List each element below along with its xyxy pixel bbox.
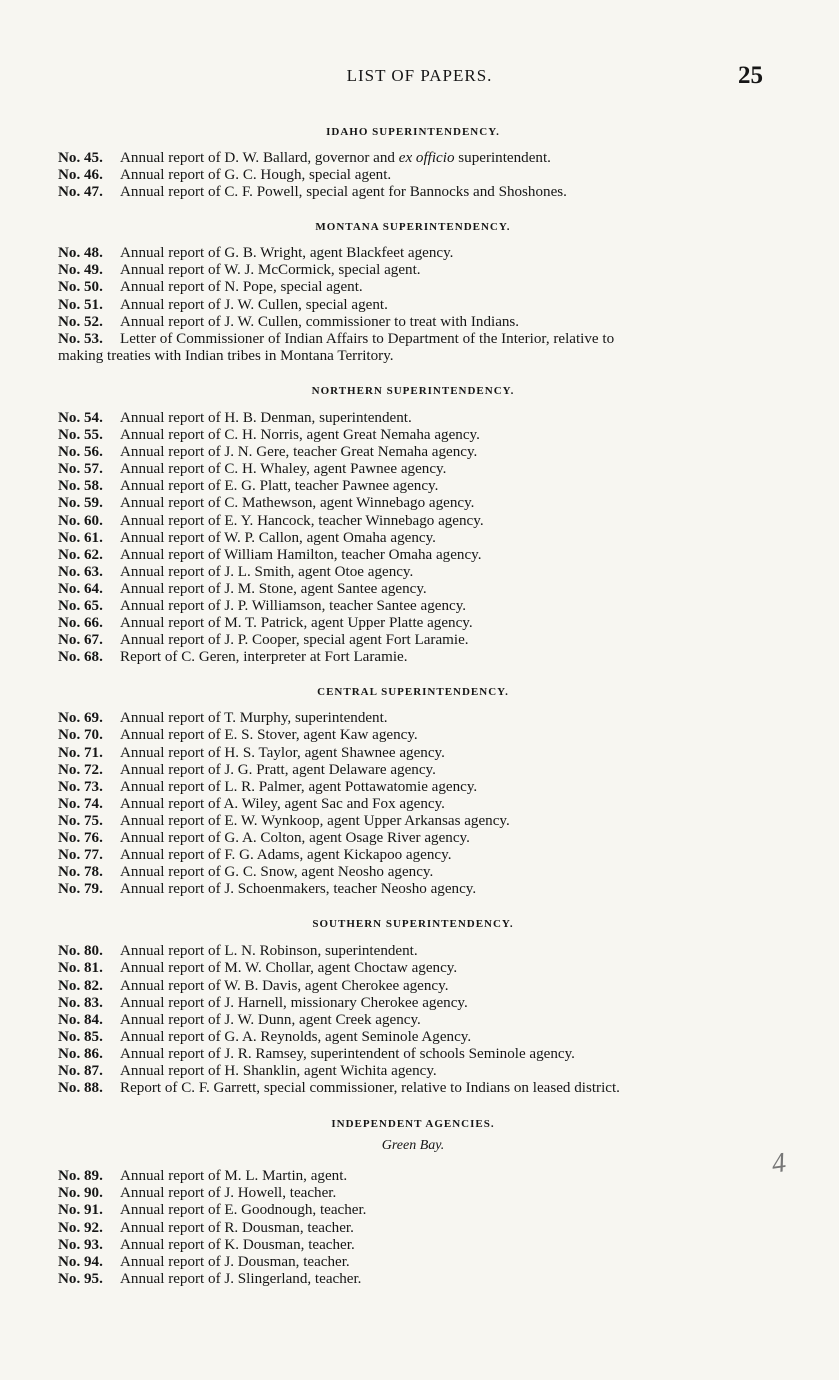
paper-number: No. 52. [58, 313, 103, 330]
paper-title: Annual report of D. W. Ballard, governor and [120, 150, 399, 166]
paper-number: No. 91. [58, 1202, 103, 1219]
list-item [58, 530, 768, 547]
paper-title: superintendent. [454, 150, 551, 166]
running-title: LIST OF PAPERS. [346, 66, 493, 85]
paper-number: No. 87. [58, 1063, 103, 1080]
paper-title: Annual report of M. T. Patrick, agent Upper Platte agency. [120, 615, 473, 632]
paper-title: Annual report of L. N. Robinson, superintendent. [120, 943, 418, 960]
paper-title: Annual report of K. Dousman, teacher. [120, 1236, 355, 1253]
section-heading: IDAHO SUPERINTENDENCY. [326, 126, 500, 138]
list-item [58, 632, 768, 649]
paper-title: Annual report of J. W. Dunn, agent Creek agency. [120, 1011, 421, 1028]
paper-title: Annual report of T. Murphy, superintendent. [120, 710, 388, 727]
list-item [58, 960, 768, 977]
paper-number: No. 67. [58, 632, 103, 649]
paper-number: No. 53. [58, 330, 103, 347]
paper-title: Annual report of C. H. Whaley, agent Pawnee agency. [120, 461, 447, 478]
paper-number: No. 83. [58, 994, 103, 1011]
paper-number: No. 50. [58, 279, 103, 296]
list-item [58, 427, 768, 444]
paper-number: No. 88. [58, 1080, 103, 1097]
paper-title: Annual report of J. Dousman, teacher. [120, 1253, 350, 1270]
list-item [58, 796, 768, 813]
list-item [58, 1271, 768, 1288]
paper-number: No. 80. [58, 943, 103, 960]
paper-number: No. 85. [58, 1028, 103, 1045]
paper-title: Annual report of E. S. Stover, agent Kaw agency. [120, 727, 418, 744]
list-item [58, 727, 768, 744]
paper-title: Annual report of M. W. Chollar, agent Choctaw agency. [120, 960, 458, 977]
paper-number: No. 92. [58, 1219, 103, 1236]
paper-title: Annual report of W. B. Davis, agent Cherokee agency. [120, 977, 449, 994]
paper-number: No. 58. [58, 478, 103, 495]
paper-number: No. 90. [58, 1185, 103, 1202]
list-item [58, 1220, 768, 1237]
list-item [58, 184, 768, 201]
list-item [58, 762, 768, 779]
paper-number: No. 49. [58, 262, 103, 279]
list-item [58, 1012, 768, 1029]
section-heading: CENTRAL SUPERINTENDENCY. [317, 686, 509, 699]
paper-number: No. 84. [58, 1011, 103, 1028]
paper-title: Annual report of J. P. Williamson, teacher Santee agency. [120, 597, 467, 614]
handwritten-mark: 4 [769, 1147, 789, 1180]
paper-number: No. 61. [58, 529, 103, 546]
paper-title: Annual report of C. H. Norris, agent Great Nemaha agency. [120, 427, 480, 444]
paper-title: Annual report of R. Dousman, teacher. [120, 1219, 354, 1236]
paper-number: No. 66. [58, 615, 103, 632]
paper-number: No. 65. [58, 597, 103, 614]
list-item [58, 1254, 768, 1271]
paper-number: No. 69. [58, 710, 103, 727]
paper-number: No. 73. [58, 778, 103, 795]
list-item [58, 478, 768, 495]
paper-number: No. 68. [58, 649, 103, 666]
list-item [58, 943, 768, 960]
paper-number: No. 47. [58, 184, 103, 201]
paper-title: Annual report of William Hamilton, teacher Omaha agency. [120, 546, 482, 563]
paper-title: Annual report of G. A. Reynolds, agent Seminole Agency. [120, 1028, 472, 1045]
list-item [58, 564, 768, 581]
paper-number: No. 78. [58, 864, 103, 881]
list-item [58, 1185, 768, 1202]
paper-number: No. 89. [58, 1168, 103, 1185]
paper-title: Annual report of E. Goodnough, teacher. [120, 1202, 367, 1219]
list-item [58, 1168, 768, 1185]
section-heading: NORTHERN SUPERINTENDENCY. [311, 384, 515, 397]
section-heading: MONTANA SUPERINTENDENCY. [315, 221, 511, 234]
paper-title-continuation: making treaties with Indian tribes in Montana Territory. [58, 347, 394, 364]
list-item [58, 1080, 768, 1097]
paper-title: Annual report of W. P. Callon, agent Omaha agency. [120, 529, 436, 546]
list-item [58, 995, 768, 1012]
paper-title: Letter of Commissioner of Indian Affairs to Department of the Interior, relative to [120, 330, 615, 347]
paper-title: Annual report of L. R. Palmer, agent Pottawatomie agency. [120, 778, 478, 795]
list-item [58, 1237, 768, 1254]
list-item [58, 444, 768, 461]
paper-number: No. 72. [58, 761, 103, 778]
section-heading: INDEPENDENT AGENCIES. [331, 1118, 495, 1131]
paper-number: No. 60. [58, 512, 103, 529]
paper-title: Annual report of M. L. Martin, agent. [120, 1168, 348, 1185]
list-item [58, 864, 768, 881]
list-item [58, 262, 768, 279]
paper-number: No. 63. [58, 563, 103, 580]
list-item [58, 297, 768, 314]
paper-title: Annual report of J. Howell, teacher. [120, 1185, 337, 1202]
page-number: 25 [738, 62, 763, 89]
list-item [58, 581, 768, 598]
page-header [0, 62, 839, 92]
list-item [58, 830, 768, 847]
paper-number: No. 45. [58, 150, 103, 166]
paper-number: No. 55. [58, 427, 103, 444]
paper-title: Annual report of E. W. Wynkoop, agent Upper Arkansas agency. [120, 812, 510, 829]
list-item [58, 1202, 768, 1219]
paper-number: No. 93. [58, 1236, 103, 1253]
list-item [58, 881, 768, 898]
paper-title: Annual report of G. C. Snow, agent Neosho agency. [120, 864, 434, 881]
paper-number: No. 48. [58, 245, 103, 262]
paper-title: Annual report of H. Shanklin, agent Wichita agency. [120, 1063, 437, 1080]
list-item [58, 1029, 768, 1046]
paper-title: Annual report of G. C. Hough, special agent. [120, 167, 392, 184]
paper-title: Annual report of G. A. Colton, agent Osage River agency. [120, 830, 470, 846]
list-item [58, 461, 768, 478]
list-item [58, 331, 768, 348]
list-item [58, 615, 768, 632]
paper-number: No. 56. [58, 444, 103, 461]
paper-number: No. 59. [58, 495, 103, 512]
paper-number: No. 71. [58, 744, 103, 761]
paper-title: Annual report of H. S. Taylor, agent Shawnee agency. [120, 744, 445, 761]
paper-number: No. 51. [58, 296, 103, 313]
list-item [58, 710, 768, 727]
list-item [58, 813, 768, 830]
paper-number: No. 76. [58, 830, 103, 846]
list-item [58, 978, 768, 995]
list-item [58, 279, 768, 296]
paper-title: Annual report of J. Slingerland, teacher. [120, 1270, 362, 1287]
list-item [58, 314, 768, 331]
paper-number: No. 95. [58, 1270, 103, 1287]
paper-title: Annual report of A. Wiley, agent Sac and Fox agency. [120, 795, 445, 812]
paper-title: Annual report of J. L. Smith, agent Otoe agency. [120, 563, 414, 580]
section-subheading: Green Bay. [381, 1138, 445, 1154]
paper-title: Annual report of J. P. Cooper, special agent Fort Laramie. [120, 632, 469, 649]
list-item [58, 547, 768, 564]
paper-number: No. 57. [58, 461, 103, 478]
list-item [58, 779, 768, 796]
list-item [58, 513, 768, 530]
paper-number: No. 77. [58, 847, 103, 864]
paper-number: No. 64. [58, 580, 103, 597]
document-body [58, 126, 768, 1288]
paper-number: No. 62. [58, 546, 103, 563]
paper-title: Annual report of F. G. Adams, agent Kickapoo agency. [120, 847, 452, 864]
paper-title: Annual report of J. N. Gere, teacher Great Nemaha agency. [120, 444, 478, 461]
paper-title: Annual report of E. G. Platt, teacher Pawnee agency. [120, 478, 439, 495]
paper-number: No. 75. [58, 812, 103, 829]
list-item [58, 649, 768, 666]
section-heading: SOUTHERN SUPERINTENDENCY. [312, 918, 514, 931]
paper-number: No. 81. [58, 960, 103, 977]
list-item [58, 245, 768, 262]
list-item [58, 495, 768, 512]
paper-title: Annual report of J. W. Cullen, commissioner to treat with Indians. [120, 313, 520, 330]
list-item [58, 1063, 768, 1080]
paper-number: No. 46. [58, 167, 103, 184]
paper-title: Annual report of W. J. McCormick, special agent. [120, 262, 421, 279]
paper-title: Annual report of J. M. Stone, agent Santee agency. [120, 580, 427, 597]
paper-number: No. 70. [58, 727, 103, 744]
list-item [58, 167, 768, 184]
paper-title: Annual report of H. B. Denman, superintendent. [120, 409, 412, 426]
paper-title: Annual report of C. F. Powell, special agent for Bannocks and Shoshones. [120, 184, 567, 201]
list-item [58, 410, 768, 427]
list-item [58, 1046, 768, 1063]
paper-title-emphasis: ex officio [398, 150, 455, 166]
paper-title: Annual report of J. Schoenmakers, teacher Neosho agency. [120, 881, 477, 898]
paper-number: No. 74. [58, 795, 103, 812]
paper-number: No. 54. [58, 409, 103, 426]
paper-title: Annual report of J. R. Ramsey, superintendent of schools Seminole agency. [120, 1045, 575, 1062]
list-item [58, 598, 768, 615]
paper-title: Annual report of G. B. Wright, agent Blackfeet agency. [120, 245, 454, 262]
paper-title: Report of C. Geren, interpreter at Fort Laramie. [120, 649, 408, 666]
paper-number: No. 94. [58, 1253, 103, 1270]
list-item [58, 150, 768, 167]
paper-title: Annual report of E. Y. Hancock, teacher Winnebago agency. [120, 512, 484, 529]
paper-number: No. 79. [58, 881, 103, 898]
paper-title: Annual report of N. Pope, special agent. [120, 279, 363, 296]
paper-number: No. 86. [58, 1045, 103, 1062]
paper-title: Annual report of J. W. Cullen, special agent. [120, 296, 388, 313]
list-item [58, 745, 768, 762]
paper-number: No. 82. [58, 977, 103, 994]
list-item [58, 847, 768, 864]
paper-title: Annual report of J. Harnell, missionary Cherokee agency. [120, 994, 468, 1011]
paper-title: Annual report of J. G. Pratt, agent Delaware agency. [120, 761, 436, 778]
paper-title: Annual report of C. Mathewson, agent Winnebago agency. [120, 495, 475, 512]
paper-title: Report of C. F. Garrett, special commissioner, relative to Indians on leased district. [120, 1080, 620, 1097]
